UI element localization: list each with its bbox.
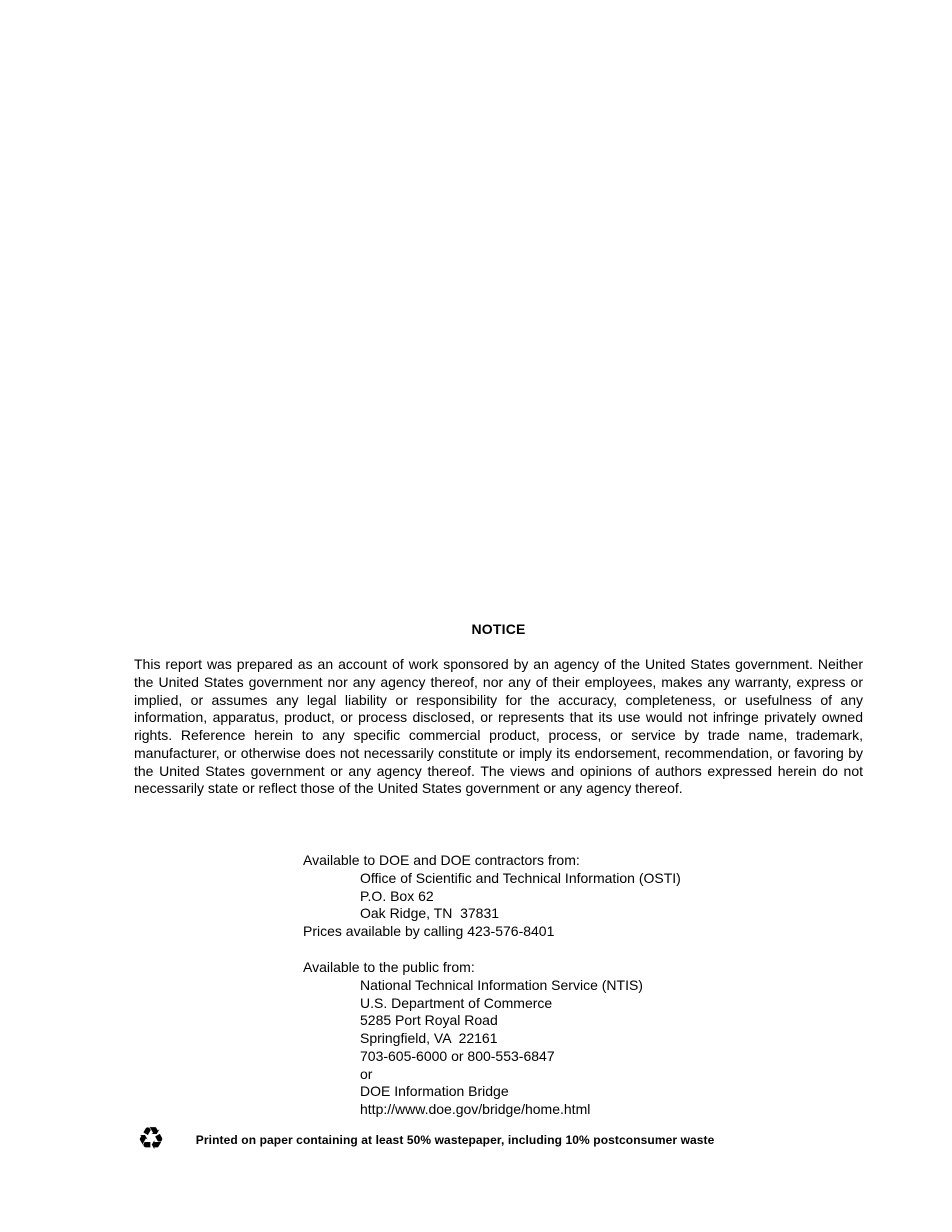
- address-line: Springfield, VA 22161: [360, 1030, 498, 1046]
- address-line: National Technical Information Service (NTIS): [360, 976, 643, 993]
- notice-disclaimer-paragraph: This report was prepared as an account of work sponsored by an agency of the United States government. Neither the United States government nor any agency thereof, nor any of their employees, makes any warranty, express or implied, or assumes any legal liability or responsibility for the accuracy, completeness, or usefulness of any information, apparatus, product, or process disclosed, or represents that its use would not infringe privately owned rights. Reference herein to any specific commercial product, process, or service by trade name, trademark, manufacturer, or otherwise does not necessarily constitute or imply its endorsement, recommendation, or favoring by the United States government or any agency thereof. The views and opinions of authors expressed herein do not necessarily state or reflect those of the United States government or any agency thereof.: [134, 656, 863, 797]
- address-line: U.S. Department of Commerce: [360, 994, 553, 1011]
- notice-heading: NOTICE: [471, 621, 526, 637]
- phone-numbers-line: 703-605-6000 or 800-553-6847: [360, 1047, 555, 1064]
- public-availability-intro: Available to the public from:: [303, 959, 475, 975]
- recycle-icon: ♻: [137, 1121, 165, 1157]
- doe-bridge-url: http://www.doe.gov/bridge/home.html: [360, 1101, 591, 1117]
- address-line: DOE Information Bridge: [360, 1083, 509, 1100]
- doe-availability-pricing-note: Prices available by calling 423-576-8401: [303, 923, 555, 939]
- address-line: 5285 Port Royal Road: [360, 1012, 498, 1029]
- footer: [137, 1121, 715, 1157]
- doe-availability-block: [303, 852, 681, 941]
- address-line: Office of Scientific and Technical Information (OSTI): [360, 869, 681, 886]
- address-line: or: [360, 1065, 373, 1082]
- address-line: Oak Ridge, TN 37831: [360, 905, 500, 922]
- doe-availability-intro: Available to DOE and DOE contractors from:: [303, 852, 580, 868]
- recycled-paper-statement: Printed on paper containing at least 50% wastepaper, including 10% postconsumer waste: [195, 1132, 715, 1147]
- address-line: P.O. Box 62: [360, 887, 434, 904]
- public-availability-block: [303, 959, 643, 1119]
